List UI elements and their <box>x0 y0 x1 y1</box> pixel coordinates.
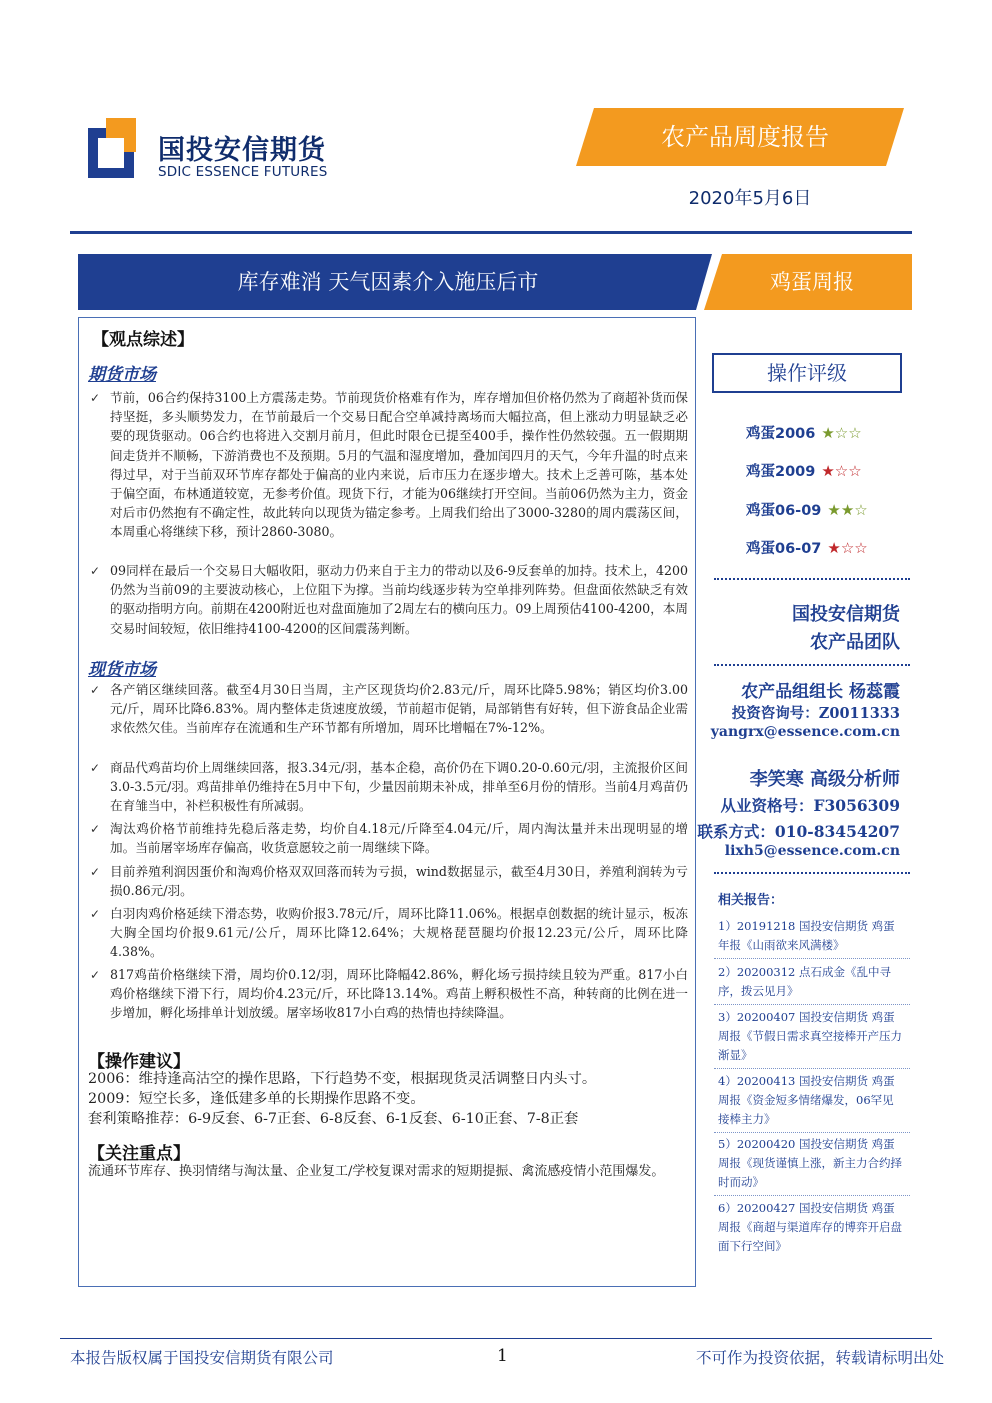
header-divider <box>70 231 912 234</box>
analyst-license: 从业资格号：F3056309 <box>720 796 900 815</box>
analyst-phone: 联系方式：010-83454207 <box>697 822 900 841</box>
check-icon: ✓ <box>90 391 101 405</box>
report-type: 农产品周度报告 <box>661 123 829 151</box>
rating-name: 鸡蛋06-09 <box>746 503 822 519</box>
related-divider <box>714 1004 910 1005</box>
advice-line-1: 2006：维持逢高沽空的操作思路，下行趋势不变，根据现货灵活调整日内头寸。 <box>88 1071 597 1087</box>
rating-name: 鸡蛋2006 <box>746 426 816 442</box>
report-series: 鸡蛋周报 <box>770 270 854 294</box>
spot-item-3: 淘汰鸡价格节前维持先稳后落走势，均价自4.18元/斤降至4.04元/斤，周内淘汰量并未出现明显的增加。当前屠宰场库存偏高，收货意愿较之前一周继续下降。 <box>110 821 688 856</box>
analyst-title: 李笑寒 高级分析师 <box>749 769 900 790</box>
spot-heading: 现货市场 <box>88 660 156 680</box>
dotted-divider <box>714 578 910 580</box>
rating-row <box>746 499 868 520</box>
logo-mark-icon <box>88 118 140 178</box>
report-title: 库存难消 天气因素介入施压后市 <box>237 270 539 294</box>
rating-heading: 操作评级 <box>712 353 902 393</box>
team-company: 国投安信期货 <box>792 604 900 625</box>
rating-row <box>746 460 862 481</box>
futures-heading: 期货市场 <box>88 365 156 385</box>
related-divider <box>714 1068 910 1069</box>
team-dept: 农产品团队 <box>810 632 900 653</box>
spot-item-5: 白羽肉鸡价格延续下滑态势，收购价报3.78元/斤，周环比降11.06%。根据卓创数据的统计显示，板冻大胸全国均价报9.61元/公斤，周环比降12.64%；大规格琵琶腿均价报12.23元/公斤，周环比降4.38%。 <box>110 906 688 960</box>
futures-item-2: 09同样在最后一个交易日大幅收阳，驱动力仍来自于主力的带动以及6-9反套单的加持。技术上，4200仍然为当前09的主要波动核心，上位阻下为撑。当前均线逐步转为空单排列阵势。但盘面依然缺乏有效的驱动指明方向。前期在4200附近也对盘面施加了2周左右的横向压力。09上周预估4100-4200，本周交易时间较短，依旧维持4100-4200的区间震荡判断。 <box>110 563 688 636</box>
related-report-link[interactable]: 4）20200413 国投安信期货 鸡蛋周报《资金短多情绪爆发，06罕见接棒主力》 <box>718 1074 895 1126</box>
company-logo <box>88 118 348 188</box>
lead-analyst-license: 投资咨询号：Z0011333 <box>731 705 900 722</box>
related-report-link[interactable]: 2）20200312 点石成金《乱中寻序，拨云见月》 <box>718 965 892 998</box>
related-divider <box>714 1132 910 1133</box>
focus-text: 流通环节库存、换羽情绪与淘汰量、企业复工/学校复课对需求的短期提振、禽流感疫情小范围爆发。 <box>88 1164 665 1179</box>
rating-name: 鸡蛋2009 <box>746 464 816 480</box>
star-rating-icon: ★☆☆ <box>821 462 862 480</box>
advice-line-3: 套利策略推荐：6-9反套、6-7正套、6-8反套、6-1反套、6-10正套、7-8正套 <box>88 1111 579 1127</box>
related-report-link[interactable]: 3）20200407 国投安信期货 鸡蛋周报《节假日需求真空接棒开产压力渐显》 <box>718 1010 902 1062</box>
star-rating-icon: ★☆☆ <box>827 539 868 557</box>
check-icon: ✓ <box>90 564 101 578</box>
rating-row <box>746 537 868 558</box>
lead-analyst-title: 农产品组组长 杨蕊霞 <box>741 682 900 702</box>
check-icon: ✓ <box>90 822 101 836</box>
report-date: 2020年5月6日 <box>688 188 812 209</box>
spot-item-1: 各产销区继续回落。截至4月30日当周，主产区现货均价2.83元/斤，周环比降5.98%；销区均价3.00元/斤，周环比降6.83%。周内整体走货速度放缓，节前超市促销，局部销售有好转，但下游食品企业需求依然欠佳。当前库存在流通和生产环节都有所增加，周环比增幅在7%-12%。 <box>110 682 688 736</box>
focus-heading: 【关注重点】 <box>88 1144 190 1164</box>
logo-text-cn: 国投安信期货 <box>158 135 326 166</box>
related-divider <box>714 1195 910 1196</box>
rating-row <box>746 422 862 443</box>
logo-text-en: SDIC ESSENCE FUTURES <box>158 164 328 180</box>
footer-copyright: 本报告版权属于国投安信期货有限公司 <box>70 1349 334 1367</box>
spot-item-4: 目前养殖利润因蛋价和淘鸡价格双双回落而转为亏损，wind数据显示，截至4月30日，养殖利润转为亏损0.86元/羽。 <box>110 864 688 899</box>
lead-analyst-email[interactable]: yangrx@essence.com.cn <box>710 724 900 740</box>
spot-item-6: 817鸡苗价格继续下滑，周均价0.12/羽，周环比降幅42.86%，孵化场亏损持续且较为严重。817小白鸡价格继续下滑下行，周均价4.23元/斤，环比降13.14%。鸡苗上孵积极性不高，种转商的比例在进一步增加，孵化场排单计划放缓。屠宰场收817小白鸡的热情也持续降温。 <box>110 967 688 1021</box>
analyst-email[interactable]: lixh5@essence.com.cn <box>724 843 900 859</box>
check-icon: ✓ <box>90 907 101 921</box>
overview-heading: 【观点综述】 <box>92 330 194 350</box>
check-icon: ✓ <box>90 968 101 982</box>
dotted-divider <box>714 664 910 666</box>
related-heading: 相关报告： <box>718 893 784 908</box>
dotted-divider <box>714 872 910 874</box>
related-report-link[interactable]: 5）20200420 国投安信期货 鸡蛋周报《现货谨慎上涨，新主力合约择时而动》 <box>718 1137 902 1189</box>
check-icon: ✓ <box>90 865 101 879</box>
rating-name: 鸡蛋06-07 <box>746 541 822 557</box>
advice-line-2: 2009：短空长多，逢低建多单的长期操作思路不变。 <box>88 1091 425 1107</box>
check-icon: ✓ <box>90 683 101 697</box>
advice-heading: 【操作建议】 <box>88 1052 190 1072</box>
page-number: 1 <box>497 1346 508 1366</box>
related-report-link[interactable]: 6）20200427 国投安信期货 鸡蛋周报《商超与渠道库存的博弈开启盘面下行空间》 <box>718 1201 902 1253</box>
related-report-link[interactable]: 1）20191218 国投安信期货 鸡蛋年报《山雨欲来风满楼》 <box>718 919 895 952</box>
star-rating-icon: ★★☆ <box>827 501 868 519</box>
related-divider <box>714 958 910 959</box>
spot-item-2: 商品代鸡苗均价上周继续回落，报3.34元/羽，基本企稳，高价仍在下调0.20-0.60元/羽，主流报价区间3.0-3.5元/羽。鸡苗排单仍维持在5月中下旬，少量因前期未补成，排单至6月份的情形。当前4月鸡苗仍在育雏当中，补栏积极性有所减弱。 <box>110 760 688 814</box>
star-rating-icon: ★☆☆ <box>821 424 862 442</box>
futures-item-1: 节前，06合约保持3100上方震荡走势。节前现货价格难有作为，库存增加但价格仍然为了商超补货而保持坚挺，多头顺势发力，在节前最后一个交易日配合空单减持离场而大幅拉高，但上涨动力明显缺乏必要的现货驱动。06合约也将进入交割月前月，但此时限仓已提至400手，操作性仍然较强。五一假期期间走货并不顺畅，下游消费也不及预期。5月的气温和湿度增加，叠加闰四月的天气，今年升温的时点来得过早，对于当前双环节库存都处于偏高的业内来说，后市压力在逐步增大。技术上乏善可陈，基本处于偏空面，布林通道较宽，无参考价值。现货下行，才能为06继续打开空间。当前06仍然为主力，资金对后市仍然抱有不确定性，故此转向以现货为锚定参考。上周我们给出了3000-3280的周内震荡区间，本周重心将继续下移，预计2860-3080。 <box>110 390 688 540</box>
footer-divider <box>60 1338 932 1339</box>
footer-disclaimer: 不可作为投资依据，转载请标明出处 <box>695 1349 944 1367</box>
check-icon: ✓ <box>90 761 101 775</box>
